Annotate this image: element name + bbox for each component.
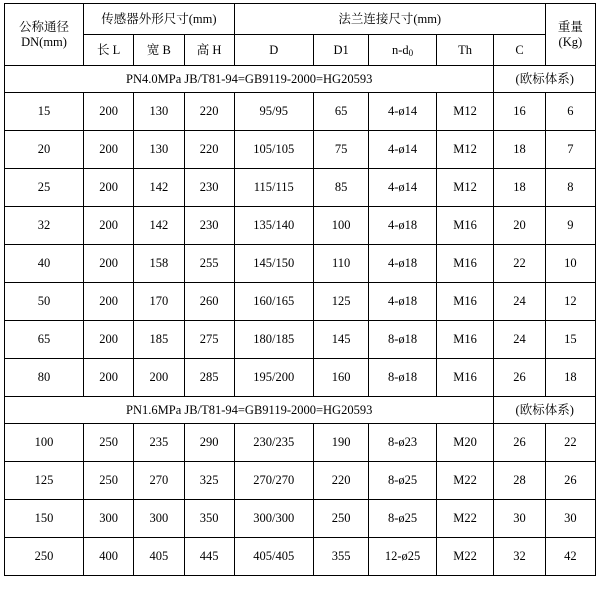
cell-c: 32 <box>494 538 545 576</box>
cell-weight: 6 <box>545 93 595 131</box>
cell-length: 200 <box>84 283 134 321</box>
cell-c: 26 <box>494 424 545 462</box>
cell-weight: 15 <box>545 321 595 359</box>
cell-dn: 40 <box>5 245 84 283</box>
cell-d1: 75 <box>313 131 369 169</box>
cell-height: 325 <box>184 462 234 500</box>
table-row <box>5 207 596 245</box>
cell-length: 300 <box>84 500 134 538</box>
cell-length: 200 <box>84 93 134 131</box>
header-width: 宽 B <box>134 35 184 66</box>
cell-th: M16 <box>436 283 494 321</box>
cell-th: M12 <box>436 169 494 207</box>
header-sub-row <box>5 35 596 66</box>
table-row <box>5 538 596 576</box>
cell-n-d0: 8-ø18 <box>369 359 436 397</box>
table-row <box>5 93 596 131</box>
cell-th: M16 <box>436 359 494 397</box>
cell-dn: 32 <box>5 207 84 245</box>
table-row <box>5 462 596 500</box>
cell-n-d0: 4-ø14 <box>369 169 436 207</box>
header-d: D <box>234 35 313 66</box>
cell-c: 22 <box>494 245 545 283</box>
cell-dn: 65 <box>5 321 84 359</box>
table-row <box>5 321 596 359</box>
cell-length: 200 <box>84 359 134 397</box>
cell-n-d0: 8-ø23 <box>369 424 436 462</box>
cell-length: 200 <box>84 131 134 169</box>
header-length: 长 L <box>84 35 134 66</box>
cell-weight: 18 <box>545 359 595 397</box>
cell-dn: 125 <box>5 462 84 500</box>
table-row <box>5 245 596 283</box>
cell-n-d0: 4-ø14 <box>369 93 436 131</box>
header-n-d0: $n-d_0$ <box>369 35 436 66</box>
cell-n-d0: 8-ø18 <box>369 321 436 359</box>
table-header <box>5 4 596 66</box>
cell-length: 200 <box>84 207 134 245</box>
cell-width: 158 <box>134 245 184 283</box>
cell-d1: 160 <box>313 359 369 397</box>
cell-height: 290 <box>184 424 234 462</box>
cell-th: M16 <box>436 207 494 245</box>
cell-length: 200 <box>84 169 134 207</box>
cell-c: 16 <box>494 93 545 131</box>
section-standard-label: PN4.0MPa JB/T81-94=GB9119-2000=HG20593 <box>5 66 494 93</box>
cell-c: 20 <box>494 207 545 245</box>
cell-weight: 7 <box>545 131 595 169</box>
cell-length: 250 <box>84 424 134 462</box>
cell-weight: 12 <box>545 283 595 321</box>
section-band-row <box>5 66 596 93</box>
cell-d1: 125 <box>313 283 369 321</box>
table-body <box>5 66 596 576</box>
cell-dn: 250 <box>5 538 84 576</box>
cell-dn: 15 <box>5 93 84 131</box>
cell-weight: 10 <box>545 245 595 283</box>
cell-n-d0: 8-ø25 <box>369 462 436 500</box>
cell-length: 200 <box>84 245 134 283</box>
cell-d: 145/150 <box>234 245 313 283</box>
cell-c: 28 <box>494 462 545 500</box>
cell-n-d0: 4-ø18 <box>369 245 436 283</box>
cell-width: 170 <box>134 283 184 321</box>
cell-width: 142 <box>134 207 184 245</box>
cell-weight: 30 <box>545 500 595 538</box>
table-row <box>5 500 596 538</box>
cell-width: 270 <box>134 462 184 500</box>
header-dn: 公称通径 DN(mm) <box>5 4 84 66</box>
cell-dn: 100 <box>5 424 84 462</box>
cell-d: 230/235 <box>234 424 313 462</box>
cell-n-d0: 4-ø18 <box>369 207 436 245</box>
cell-d1: 145 <box>313 321 369 359</box>
header-d1: D1 <box>313 35 369 66</box>
cell-th: M22 <box>436 462 494 500</box>
cell-dn: 150 <box>5 500 84 538</box>
cell-c: 24 <box>494 321 545 359</box>
spec-sheet <box>0 3 600 593</box>
cell-height: 220 <box>184 93 234 131</box>
cell-c: 18 <box>494 131 545 169</box>
cell-d: 300/300 <box>234 500 313 538</box>
cell-width: 300 <box>134 500 184 538</box>
cell-height: 445 <box>184 538 234 576</box>
cell-d1: 220 <box>313 462 369 500</box>
cell-weight: 9 <box>545 207 595 245</box>
cell-height: 255 <box>184 245 234 283</box>
table-row <box>5 359 596 397</box>
cell-th: M16 <box>436 245 494 283</box>
cell-d1: 355 <box>313 538 369 576</box>
header-flange-dimensions: 法兰连接尺寸(mm) <box>234 4 545 35</box>
cell-d: 95/95 <box>234 93 313 131</box>
cell-n-d0: 8-ø25 <box>369 500 436 538</box>
cell-d: 135/140 <box>234 207 313 245</box>
section-system-label: (欧标体系) <box>494 397 596 424</box>
cell-c: 18 <box>494 169 545 207</box>
cell-weight: 26 <box>545 462 595 500</box>
table-row <box>5 424 596 462</box>
cell-height: 230 <box>184 207 234 245</box>
cell-height: 275 <box>184 321 234 359</box>
cell-th: M20 <box>436 424 494 462</box>
cell-d1: 85 <box>313 169 369 207</box>
header-group-row <box>5 4 596 35</box>
cell-d: 405/405 <box>234 538 313 576</box>
cell-th: M22 <box>436 538 494 576</box>
cell-d1: 190 <box>313 424 369 462</box>
cell-width: 130 <box>134 93 184 131</box>
header-weight: 重量 (Kg) <box>545 4 595 66</box>
cell-d: 105/105 <box>234 131 313 169</box>
cell-d1: 250 <box>313 500 369 538</box>
header-th: Th <box>436 35 494 66</box>
section-band-row <box>5 397 596 424</box>
cell-d: 115/115 <box>234 169 313 207</box>
specification-table <box>4 3 596 576</box>
cell-height: 220 <box>184 131 234 169</box>
cell-width: 405 <box>134 538 184 576</box>
header-c: C <box>494 35 545 66</box>
cell-length: 200 <box>84 321 134 359</box>
cell-width: 200 <box>134 359 184 397</box>
cell-height: 350 <box>184 500 234 538</box>
cell-height: 260 <box>184 283 234 321</box>
cell-th: M16 <box>436 321 494 359</box>
cell-height: 285 <box>184 359 234 397</box>
section-standard-label: PN1.6MPa JB/T81-94=GB9119-2000=HG20593 <box>5 397 494 424</box>
cell-length: 400 <box>84 538 134 576</box>
cell-c: 26 <box>494 359 545 397</box>
header-height: 高 H <box>184 35 234 66</box>
cell-th: M12 <box>436 131 494 169</box>
table-row <box>5 283 596 321</box>
cell-n-d0: 4-ø14 <box>369 131 436 169</box>
cell-weight: 8 <box>545 169 595 207</box>
cell-n-d0: 12-ø25 <box>369 538 436 576</box>
cell-d: 270/270 <box>234 462 313 500</box>
cell-d: 195/200 <box>234 359 313 397</box>
cell-dn: 25 <box>5 169 84 207</box>
cell-d1: 65 <box>313 93 369 131</box>
cell-width: 185 <box>134 321 184 359</box>
table-row <box>5 169 596 207</box>
cell-n-d0: 4-ø18 <box>369 283 436 321</box>
cell-weight: 22 <box>545 424 595 462</box>
cell-c: 30 <box>494 500 545 538</box>
cell-length: 250 <box>84 462 134 500</box>
cell-weight: 42 <box>545 538 595 576</box>
cell-width: 142 <box>134 169 184 207</box>
cell-th: M12 <box>436 93 494 131</box>
cell-height: 230 <box>184 169 234 207</box>
section-system-label: (欧标体系) <box>494 66 596 93</box>
cell-c: 24 <box>494 283 545 321</box>
cell-dn: 20 <box>5 131 84 169</box>
cell-dn: 50 <box>5 283 84 321</box>
cell-width: 235 <box>134 424 184 462</box>
cell-d1: 100 <box>313 207 369 245</box>
cell-dn: 80 <box>5 359 84 397</box>
cell-d: 160/165 <box>234 283 313 321</box>
header-sensor-dimensions: 传感器外形尺寸(mm) <box>84 4 235 35</box>
table-row <box>5 131 596 169</box>
cell-th: M22 <box>436 500 494 538</box>
cell-d1: 110 <box>313 245 369 283</box>
cell-width: 130 <box>134 131 184 169</box>
cell-d: 180/185 <box>234 321 313 359</box>
